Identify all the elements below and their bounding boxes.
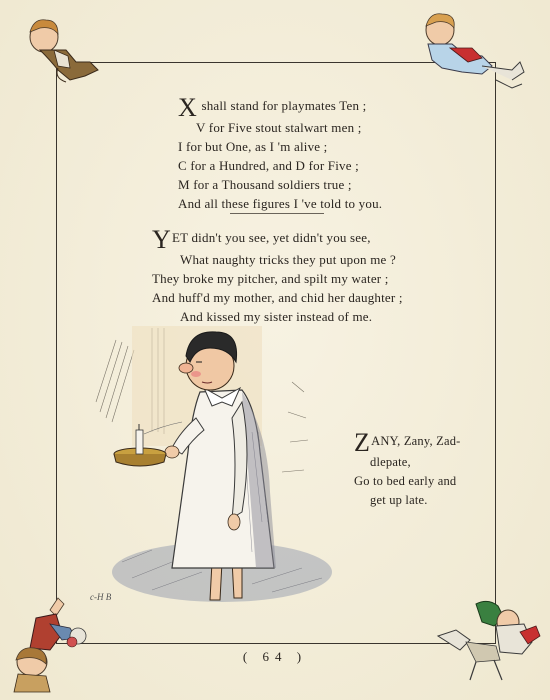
verse-line: V for Five stout stalwart men ; xyxy=(196,120,362,135)
verse-x xyxy=(178,93,383,213)
page-number: ( 64 ) xyxy=(242,649,308,664)
verse-line: Go to bed early and xyxy=(354,474,457,488)
verse-line: And huff'd my mother, and chid her daughter ; xyxy=(152,290,403,305)
dropcap-y: Y xyxy=(152,225,171,254)
verse-line: And kissed my sister instead of me. xyxy=(180,309,373,324)
verse-line: ET didn't you see, yet didn't you see, xyxy=(171,230,371,245)
verse-line: And all these figures I 've told to you. xyxy=(178,196,383,211)
dropcap-x: X xyxy=(178,93,197,122)
corner-figure-bottom-right xyxy=(436,596,546,686)
illustrator-initials: c-H B xyxy=(90,592,112,602)
verse-line: C for a Hundred, and D for Five ; xyxy=(178,158,359,173)
verse-line: get up late. xyxy=(370,493,428,507)
verse-line: shall stand for playmates Ten ; xyxy=(201,98,367,113)
verse-line: I for but One, as I 'm alive ; xyxy=(178,139,328,154)
verse-line: ANY, Zany, Zad- xyxy=(371,434,461,448)
corner-figure-bottom-left xyxy=(6,594,101,694)
corner-figure-top-left xyxy=(10,10,105,85)
verse-line: They broke my pitcher, and spilt my water ; xyxy=(152,271,389,286)
corner-figure-top-right xyxy=(412,8,542,98)
verse-y xyxy=(152,225,403,326)
verse-line: M for a Thousand soldiers true ; xyxy=(178,177,352,192)
verse-divider xyxy=(230,213,324,214)
verse-line: dlepate, xyxy=(370,455,411,469)
dropcap-z: Z xyxy=(354,428,371,457)
verse-z xyxy=(354,428,461,510)
verse-line: What naughty tricks they put upon me ? xyxy=(180,252,396,267)
boy-with-candle-illustration xyxy=(92,322,342,608)
